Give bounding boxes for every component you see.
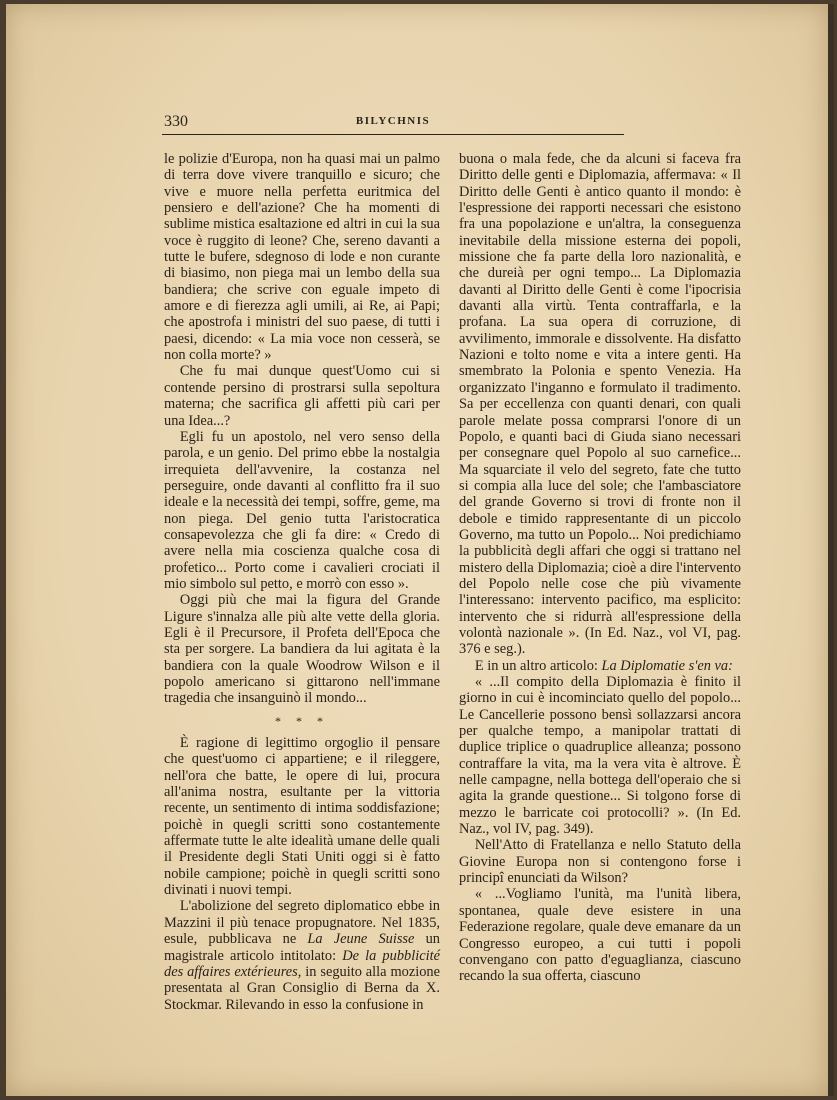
italic-title: La Jeune Suisse xyxy=(307,931,415,948)
paragraph: « ...Il compito della Diplomazia è finito il giorno in cui è incominciato quello del popolo... Le Cancellerie possono bensì sollazzarsi ancora per qualche tempo, a manipolar trattati di duplice triplice o quadruplice alleanza; possono contraffare la vita, ma la vera vita è altrove. È nelle campagne, nella bottega dell'operaio che si agita la grande questione... Si tolgono forse di mezzo le barricate coi protocolli? ». (In Ed. Naz., vol IV, pag. 349). xyxy=(459,674,741,838)
paragraph: le polizie d'Europa, non ha quasi mai un palmo di terra dove vivere tranquillo e sicuro; che vive e muore nella perfetta euritmica del pensiero e dell'azione? Che ha momenti di sublime mistica esaltazione ed altri in cui la sua voce è ruggito di leone? Che, sereno davanti a tutte le bufere, sdegnoso di lode e non curante di biasimo, non piega mai un lembo della sua bandiera; che scrive con eguale impeto di amore e di fierezza agli umili, ai Re, ai Papi; che apostrofa i ministri del suo paese, di tutti i paesi, dicendo: « La mia voce non cesserà, se non colla morte? » xyxy=(164,151,440,364)
page-header xyxy=(162,112,624,135)
paragraph: È ragione di legittimo orgoglio il pensare che quest'uomo ci appartiene; e il rileggere, nell'ora che batte, le opere di lui, procura all'anima nostra, esultante per la vittoria recente, un sentimento di intima soddisfazione; poichè in quegli scritti sono costantemente affermate tutte le alte idealità umane delle quali il Presidente degli Stati Uniti oggi si è fatto nobile campione; poichè in quegli scritti sono divinati i nuovi tempi. xyxy=(164,735,440,899)
italic-title: De la pubblicité des affaires extérieures, xyxy=(164,947,440,980)
paragraph: Nell'Atto di Fratellanza e nello Statuto della Giovine Europa non si contengono forse i principî enunciati da Wilson? xyxy=(459,837,741,887)
paragraph: buona o mala fede, che da alcuni si faceva fra Diritto delle genti e Diplomazia, affermava: « Il Diritto delle Genti è antico quanto il mondo: è l'espressione dei rapporti necessari che esistono fra una popolazione e un'altra, la conseguenza inevitabile della missione esterna dei popoli, missione che fa parte della loro nazionalità, e che dureià per ogni tempo... La Diplomazia davanti al Diritto delle Genti è come l'ipocrisia davanti alla virtù. Tenta contraffarla, e la profana. La sua opera di corruzione, di avvilimento, immorale e dissolvente. Ha disfatto Nazioni e tolto nome e vita a intere genti. Ha smembrato la Polonia e spento Venezia. Ha organizzato l'inganno e formulato il tradimento. Sa per eccellenza con quanti denari, con quali parole melate possa comprarsi l'onore di un Popolo, e quanti baci di Giuda siano necessari per consegnare quel Popolo al suo carnefice... Ma squarciate il velo del segreto, fate che tutto si compia alla luce del sole; che l'ambasciatore del grande Governo si trovi di fronte non il debole e timido rappresentante di un piccolo Governo, ma tutto un Popolo... Noi predichiamo la pubblicità degli affari che oggi si trattano nel mistero della Diplomazia; cioè a dire l'intervento del Popolo nelle cose che più vivamente l'interessano: intervento pacifico, ma esplicito: intervento che si ridurrà all'espressione della volontà nazionale ». (In Ed. Naz., vol VI, pag. 376 e seg.). xyxy=(459,151,741,658)
text-span: E in un altro articolo: xyxy=(474,657,602,674)
right-text-column xyxy=(459,151,741,985)
section-separator: * * * xyxy=(275,713,329,728)
text-span: un magistrale articolo intitolato: xyxy=(164,931,440,964)
text-span: L'abolizione del segreto diplomatico ebbe in Mazzini il più tenace propugnatore. Nel 1835, esule, pubblicava ne xyxy=(164,898,440,948)
running-title: BILYCHNIS xyxy=(355,115,431,127)
paragraph: Egli fu un apostolo, nel vero senso della parola, e un genio. Del primo ebbe la nostalgia irrequieta dell'avvenire, la costanza nel perseguire, onde davanti al conflitto fra il suo ideale e la necessità dei tempi, soffre, geme, ma non piega. Del genio tutta l'aristocratica consapevolezza che gli fa dire: « Credo di avere nella mia coscienza qualche cosa di profetico... Porto come i cavalieri crociati il mio simbolo sul petto, e morrò con esso ». xyxy=(164,428,440,592)
italic-title: La Diplomatie s'en va: xyxy=(601,657,733,674)
text-span: in seguito alla mozione presentata al Gran Consiglio di Berna da X. Stockmar. Rilevando in esso la confusione in xyxy=(164,963,441,1013)
paragraph: « ...Vogliamo l'unità, ma l'unità libera, spontanea, quale deve esistere in una Federazione regolare, quale deve emanare da un Congresso europeo, a cui tutti i popoli convengano con patto d'eguaglianza, ciascuno recando la sua offerta, ciascuno xyxy=(459,886,741,985)
book-page xyxy=(6,4,834,1096)
paragraph: Che fu mai dunque quest'Uomo cui si contende persino di prostrarsi sulla sepoltura materna; che sacrifica gli affetti più cari per una Idea...? xyxy=(164,363,440,429)
left-text-column xyxy=(164,151,440,1013)
paragraph xyxy=(459,658,741,674)
page-number: 330 xyxy=(164,113,188,130)
paragraph xyxy=(164,898,440,1012)
paragraph: Oggi più che mai la figura del Grande Ligure s'innalza alle più alte vette della gloria. Egli è il Precursore, il Profeta dell'Epoca che sta per sorgere. La bandiera da lui agitata è la bandiera con la quale Woodrow Wilson e il popolo americano si gittarono nell'immane tragedia che insanguinò il mondo... xyxy=(164,592,440,707)
